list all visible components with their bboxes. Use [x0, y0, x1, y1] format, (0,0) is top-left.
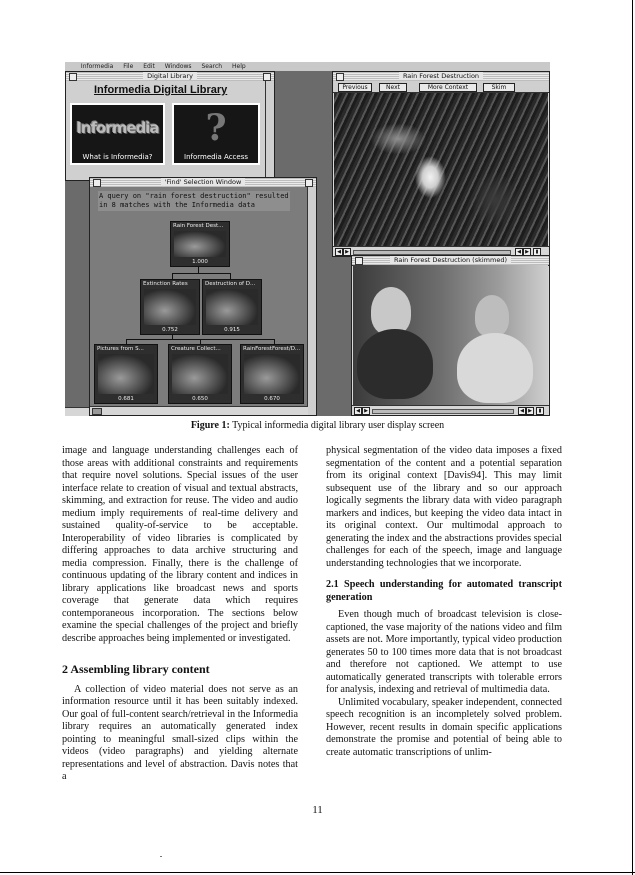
- thumbnail-title: Extinction Rates: [143, 281, 188, 287]
- more-context-button[interactable]: More Context: [419, 83, 477, 92]
- thumbnail-image: [172, 354, 228, 394]
- step-back-icon[interactable]: ◀: [515, 248, 523, 256]
- video-player-window: [332, 71, 550, 257]
- skim-video-window: [351, 255, 550, 416]
- paragraph: Even though much of broadcast television is close-captioned, the vase majority of the nations video and film assets are not. More importantly, typical video production generates 50 to 100 times more data that is not broadcast and therefore not captioned. We attempt to use automatically generated transcripts with tolerable errors for analysis, indexing and retrieval of multimedia data.: [326, 609, 562, 695]
- next-button[interactable]: Next: [379, 83, 407, 92]
- person-right-body: [457, 333, 533, 403]
- result-thumbnail[interactable]: [140, 279, 200, 335]
- tile-label: Informedia Access: [184, 153, 248, 161]
- rewind-icon[interactable]: ◀: [354, 407, 362, 415]
- figure-screenshot: [65, 62, 550, 416]
- step-back-icon[interactable]: ◀: [518, 407, 526, 415]
- zoom-box-icon[interactable]: [263, 73, 271, 81]
- what-is-informedia-tile[interactable]: [70, 103, 165, 165]
- previous-button[interactable]: Previous: [338, 83, 372, 92]
- tree-connector: [172, 273, 230, 274]
- video-frame-interview[interactable]: [353, 265, 548, 405]
- result-thumbnail[interactable]: [94, 344, 158, 404]
- result-thumbnail[interactable]: [168, 344, 232, 404]
- query-summary: A query on "rain forest destruction" resulted in 8 matches with the Informedia data: [99, 192, 289, 209]
- caption-text: Typical informedia digital library user display screen: [232, 420, 445, 431]
- window-title: 'Find' Selection Window: [161, 178, 246, 186]
- result-thumbnail[interactable]: [240, 344, 304, 404]
- figure-caption: [0, 420, 635, 431]
- result-thumbnail[interactable]: [202, 279, 262, 335]
- menu-item-edit[interactable]: Edit: [143, 63, 155, 70]
- person-left-body: [357, 329, 433, 399]
- video-toolbar: [333, 81, 549, 93]
- thumbnail-score: 0.670: [264, 396, 280, 402]
- play-icon[interactable]: ▶: [362, 407, 370, 415]
- page-right-edge: [632, 0, 633, 875]
- step-forward-icon[interactable]: ▶: [526, 407, 534, 415]
- informedia-access-tile[interactable]: [172, 103, 260, 165]
- thumbnail-image: [98, 354, 154, 394]
- close-box-icon[interactable]: [93, 179, 101, 187]
- close-box-icon[interactable]: [69, 73, 77, 81]
- menu-item-help[interactable]: Help: [232, 63, 246, 70]
- thumbnail-title: Creature Collect...: [171, 346, 221, 352]
- section-heading: 2 Assembling library content: [62, 662, 210, 676]
- paragraph: Unlimited vocabulary, speaker independent, connected speech recognition is an incompletely solved problem. However, recent results in domain specific applications demonstrate the promise and potential of being able to create automatic transcriptions of unlim-: [326, 696, 562, 758]
- thumbnail-image: [144, 289, 196, 325]
- menu-item-search[interactable]: Search: [201, 63, 223, 70]
- find-results-area: [90, 187, 308, 407]
- skim-button[interactable]: Skim: [483, 83, 515, 92]
- person-left-figure: [371, 287, 411, 335]
- thumbnail-title: Pictures from S...: [97, 346, 144, 352]
- thumbnail-title: RainForestForest/D...: [243, 346, 301, 352]
- thumbnail-score: 0.752: [162, 327, 178, 333]
- thumbnail-score: 0.681: [118, 396, 134, 402]
- digital-library-window: [65, 71, 275, 181]
- left-column: [62, 445, 298, 784]
- close-box-icon[interactable]: [336, 73, 344, 81]
- informedia-logo: Informedia: [76, 119, 159, 137]
- page-number: 11: [312, 804, 323, 816]
- result-thumbnail[interactable]: [170, 221, 230, 267]
- horizontal-scrollbar[interactable]: [90, 406, 308, 415]
- library-heading: Informedia Digital Library: [94, 84, 228, 96]
- subsection-heading: 2.1 Speech understanding for automated transcript generation: [326, 579, 562, 603]
- window-title: Rain Forest Destruction (skimmed): [390, 256, 511, 264]
- thumbnail-score: 0.915: [224, 327, 240, 333]
- rewind-icon[interactable]: ◀: [335, 248, 343, 256]
- menu-item-informedia[interactable]: Informedia: [80, 63, 114, 70]
- menu-item-windows[interactable]: Windows: [164, 63, 192, 70]
- volume-icon[interactable]: ▮: [533, 248, 541, 256]
- person-right-figure: [475, 295, 509, 337]
- video-progress-track[interactable]: [372, 409, 514, 414]
- menu-bar: [65, 62, 550, 71]
- thumbnail-image: [244, 354, 300, 394]
- close-box-icon[interactable]: [355, 257, 363, 265]
- paragraph: physical segmentation of the video data imposes a fixed segmentation of the content and a potential separation from its original context [Davis94]. This may limit subsequent use of the library and so our approach logically segments the library data with video paragraph markers and indices, but keeping the video data intact in its original context. Our multimodal approach to generating the index and the abstractions provides special challenges for each of the speech, image and language understanding technologies that we incorporate.: [326, 445, 562, 569]
- thumbnail-image: [174, 231, 226, 257]
- zoom-box-icon[interactable]: [305, 179, 313, 187]
- paragraph: A collection of video material does not serve as an information resource until it has been suitably indexed. Our goal of full-content search/retrieval in the Informedia library requires an automatically generated index pointing to meaningful small-sized clips within the videos (video paragraphs) and yielding alternate representations and level of abstraction. Davis notes that a: [62, 683, 298, 782]
- video-controls: [352, 405, 549, 415]
- vertical-scrollbar[interactable]: [265, 81, 274, 180]
- desktop-scrollbar[interactable]: [65, 407, 89, 416]
- thumbnail-image: [206, 289, 258, 325]
- paragraph: image and language understanding challenges each of those areas with additional constraints and requirements that require novel solutions. Special issues of the user interface relate to creation of visual and textual abstracts, skimming, and extraction for reuse. The video and audio medium imply requirements of real-time delivery and sustained quality-of-service to be acceptable. Interoperability of video libraries is complicated by differing approaches to data archive structuring and media compression. Finally, there is the challenge of continuous updating of the library content and indices in library applications like broadcast news and sports coverage that generate data which requires contemporaneous incorporation. The sections below examine the special challenges of the project and briefly describe approaches being implemented or investigated.: [62, 445, 298, 644]
- page-bottom-edge: [0, 872, 635, 873]
- tile-label: What is Informedia?: [82, 153, 153, 161]
- step-forward-icon[interactable]: ▶: [523, 248, 531, 256]
- right-column: [326, 445, 562, 759]
- window-title: Rain Forest Destruction: [399, 72, 483, 80]
- caption-label: Figure 1:: [190, 420, 230, 431]
- volume-icon[interactable]: ▮: [536, 407, 544, 415]
- thumbnail-title: Destruction of D...: [205, 281, 256, 287]
- vertical-scrollbar[interactable]: [307, 187, 316, 415]
- video-frame-fire[interactable]: [334, 93, 548, 246]
- thumbnail-title: Rain Forest Dest...: [173, 223, 224, 229]
- digital-library-content: [66, 81, 266, 180]
- play-icon[interactable]: ▶: [343, 248, 351, 256]
- question-mark-icon: ?: [205, 107, 227, 149]
- thumbnail-score: 0.650: [192, 396, 208, 402]
- menu-item-file[interactable]: File: [123, 63, 134, 70]
- find-selection-window: [89, 177, 317, 416]
- scroll-thumb[interactable]: [92, 408, 102, 415]
- window-title: Digital Library: [143, 72, 197, 80]
- thumbnail-score: 1.000: [192, 259, 208, 265]
- scan-speck: [160, 856, 162, 857]
